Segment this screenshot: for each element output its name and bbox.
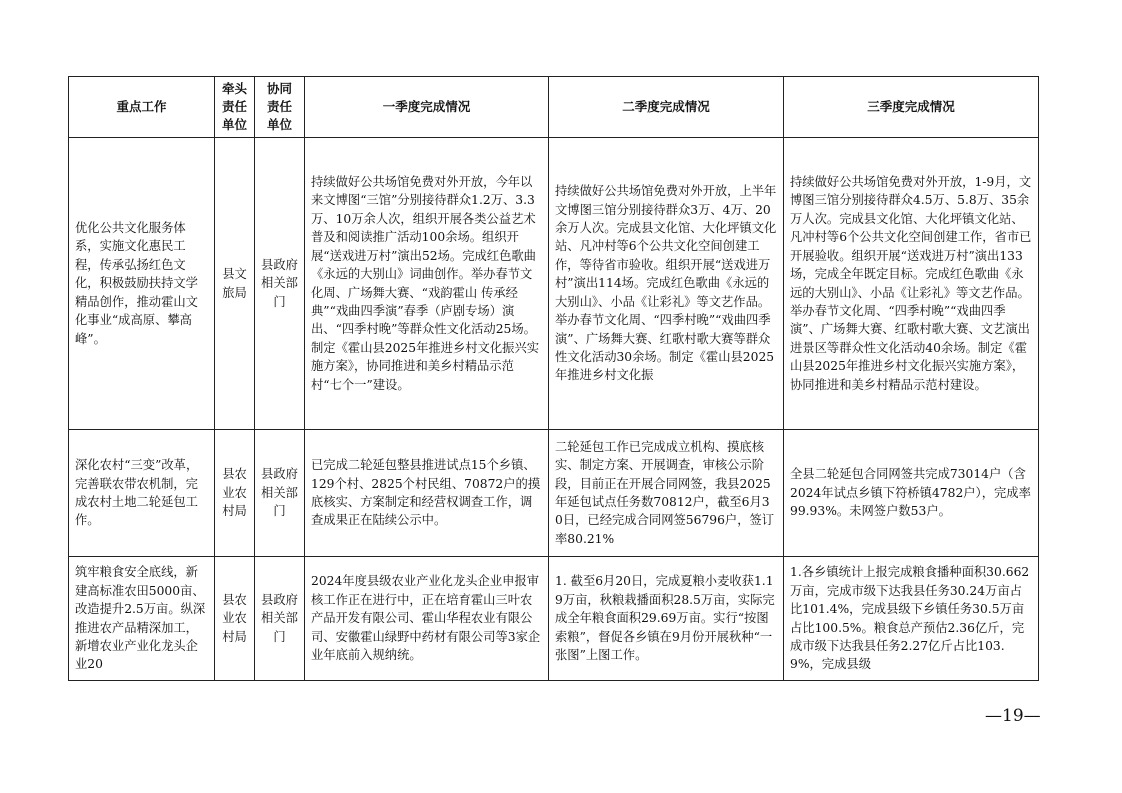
lead-unit-cell: 县文旅局: [215, 138, 255, 430]
q3-cell: 1.各乡镇统计上报完成粮食播种面积30.662万亩，完成市级下达我县任务30.24万亩占比101.4%，完成县级下乡镇任务30.5万亩占比100.5%。粮食总产预估2.36亿斤，完成市级下达我县任务2.27亿斤占比103.9%，完成县级: [784, 557, 1039, 681]
coop-unit-cell: 县政府相关部门: [255, 138, 305, 430]
key-work-cell: 筑牢粮食安全底线，新建高标准农田5000亩、改造提升2.5万亩。纵深推进农产品精深加工，新增农业产业化龙头企业20: [69, 557, 215, 681]
header-q3: 三季度完成情况: [784, 77, 1039, 138]
q2-cell: 1. 截至6月20日，完成夏粮小麦收获1.19万亩，秋粮栽播面积28.5万亩，实际完成全年粮食面积29.69万亩。实行“按图索粮”，督促各乡镇在9月份开展秋种“一张图”上图工作。: [549, 557, 784, 681]
table-row: [69, 430, 1039, 557]
table-row: [69, 138, 1039, 430]
page-number: —19—: [985, 706, 1041, 726]
lead-unit-cell: 县农业农村局: [215, 557, 255, 681]
q3-cell: 全县二轮延包合同网签共完成73014户（含2024年试点乡镇下符桥镇4782户），完成率99.93%。未网签户数53户。: [784, 430, 1039, 557]
header-q2: 二季度完成情况: [549, 77, 784, 138]
table-row: [69, 557, 1039, 681]
q2-cell: 持续做好公共场馆免费对外开放，上半年文博图三馆分别接待群众3万、4万、20余万人次。完成县文化馆、大化坪镇文化站、凡冲村等6个公共文化空间创建工作，等待省市验收。组织开展“送戏进万村”演出114场。完成红色歌曲《永远的大别山》、小品《让彩礼》等文艺作品。举办春节文化周、“四季村晚”“戏曲四季演”、广场舞大赛、红歌村歌大赛等群众性文化活动30余场。制定《霍山县2025年推进乡村文化振: [549, 138, 784, 430]
coop-unit-cell: 县政府相关部门: [255, 430, 305, 557]
header-key-work: 重点工作: [69, 77, 215, 138]
coop-unit-cell: 县政府相关部门: [255, 557, 305, 681]
lead-unit-cell: 县农业农村局: [215, 430, 255, 557]
table-header-row: [69, 77, 1039, 138]
q3-cell: 持续做好公共场馆免费对外开放，1-9月，文博图三馆分别接待群众4.5万、5.8万、35余万人次。完成县文化馆、大化坪镇文化站、凡冲村等6个公共文化空间创建工作，省市已开展验收。组织开展“送戏进万村”演出133场，完成全年既定目标。完成红色歌曲《永远的大别山》、小品《让彩礼》等文艺作品。举办春节文化周、“四季村晚”“戏曲四季演”、广场舞大赛、红歌村歌大赛、文艺演出进景区等群众性文化活动40余场。制定《霍山县2025年推进乡村文化振兴实施方案》，协同推进和美乡村精品示范村建设。: [784, 138, 1039, 430]
q2-cell: 二轮延包工作已完成成立机构、摸底核实、制定方案、开展调查，审核公示阶段，目前正在开展合同网签，我县2025年延包试点任务数70812户，截至6月30日，已经完成合同网签56796户，签订率80.21%: [549, 430, 784, 557]
work-progress-table: [68, 76, 1039, 681]
key-work-cell: 优化公共文化服务体系，实施文化惠民工程，传承弘扬红色文化，积极鼓励扶持文学精品创作，推动霍山文化事业“成高原、攀高峰”。: [69, 138, 215, 430]
q1-cell: 持续做好公共场馆免费对外开放，今年以来文博图“三馆”分别接待群众1.2万、3.3万、10万余人次，组织开展各类公益艺术普及和阅读推广活动100余场。组织开展“送戏进万村”演出52场。完成红色歌曲《永远的大别山》词曲创作。举办春节文化周、广场舞大赛、“戏韵霍山 传承经典”“戏曲四季演”春季（庐剧专场）演出、“四季村晚”等群众性文化活动25场。制定《霍山县2025年推进乡村文化振兴实施方案》，协同推进和美乡村精品示范村“七个一”建设。: [305, 138, 549, 430]
q1-cell: 2024年度县级农业产业化龙头企业申报审核工作正在进行中，正在培育霍山三叶农产品开发有限公司、霍山华程农业有限公司、安徽霍山绿野中药材有限公司等3家企业年底前入规纳统。: [305, 557, 549, 681]
header-lead-unit: 牵头 责任 单位: [215, 77, 255, 138]
header-q1: 一季度完成情况: [305, 77, 549, 138]
q1-cell: 已完成二轮延包整县推进试点15个乡镇、129个村、2825个村民组、70872户的摸底核实、方案制定和经营权调查工作，调查成果正在陆续公示中。: [305, 430, 549, 557]
key-work-cell: 深化农村“三变”改革，完善联农带农机制，完成农村土地二轮延包工作。: [69, 430, 215, 557]
header-coop-unit: 协同 责任 单位: [255, 77, 305, 138]
